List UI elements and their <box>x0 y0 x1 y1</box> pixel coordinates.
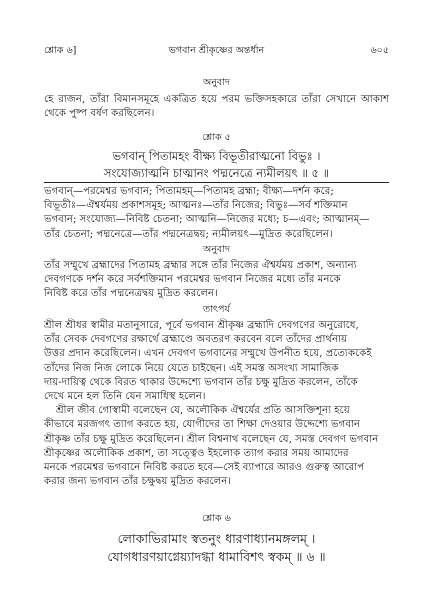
verse-line: লোকাভিরামাং স্বতনুং ধারণাধ্যানমঙ্গলম্ । <box>117 531 316 546</box>
verse-6-section <box>44 512 389 566</box>
text-line: হে রাজন, তাঁরা বিমানসমূহে একত্রিত হয়ে পরম ভক্তিসহকারে তাঁরা সেখানে <box>44 94 357 105</box>
text-line: তাঁদের নিজ নিজ লোকে নিয়ে যেতে চাইছেন। এই সমস্ত অসংখ্য সামাজিক <box>44 362 339 374</box>
purport-section <box>44 303 389 489</box>
synonyms-section <box>44 185 389 242</box>
header-verse-ref: শ্লোক ৬] <box>44 45 77 56</box>
text-line: কীভাবে মরজগৎ ত্যাগ করতে হয়, যোগীদের তা শিক্ষা দেওয়ার উদ্দেশ্যে ভগবান <box>44 419 361 431</box>
translation-section-2 <box>44 243 389 302</box>
page-number: ৬০৫ <box>370 45 389 56</box>
text-line: শ্রীল শ্রীধর স্বামীর মতানুসারে, পূর্বে ভগবান শ্রীকৃষ্ণ ব্রহ্মাদি দেবগণের অনুরোধে, <box>44 320 359 331</box>
text-line: করার জন্য ভগবান তাঁর চক্ষুদ্বয় মুদ্রিত করলেন। <box>44 476 231 488</box>
running-header <box>44 44 389 59</box>
verse-line: যোগধারণয়াগ্নেয়্যাদগ্ধা ধামাবিশৎ স্বকম্ ॥ ৬ ॥ <box>107 549 326 564</box>
verse-heading: শ্লোক ৬ <box>202 513 231 524</box>
verse-5-section <box>44 131 389 182</box>
text-line: শ্রীল জীব গোস্বামী বলেছেন যে, অলৌকিক ঐশ্বর্যের প্রতি আসক্তিশূন্য হয়ে <box>56 405 350 417</box>
synonym-line: তাঁর চেতনা; পদ্মনেত্রে—তাঁর পদ্মনেত্রদ্বয়; ন্যমীলয়ৎ—মুদ্রিত করেছিলেন। <box>44 228 333 240</box>
text-line: শ্রীকৃষ্ণ তাঁর চক্ষু মুদ্রিত করেছিলেন। শ্রীল বিশ্বনাথ বলেছেন যে, সমস্ত দেবগণ ভগবান <box>44 433 379 445</box>
text-line: আকাশ থেকে পুষ্প বর্ষণ করছিলেন। <box>44 94 389 120</box>
text-line: তাঁর সেবক দেবগণের রক্ষার্থে ব্রহ্মাণ্ডে অবতরণ করবেন বলে তাঁদের প্রার্থনায় <box>44 334 348 346</box>
verse-heading: শ্লোক ৫ <box>202 132 231 143</box>
text-line: শ্রীকৃষ্ণের অলৌকিক প্রকাশ, তা সত্ত্বেও ইহলোক ত্যাগ করার সময় আমাদের <box>44 447 349 459</box>
translation-heading: অনুবাদ <box>203 77 230 88</box>
text-line: নিবিষ্ট করে তাঁর পদ্মনেত্রদ্বয় মুদ্রিত করলেন। <box>44 288 218 300</box>
translation-heading: অনুবাদ <box>203 244 230 255</box>
text-line: উত্তর প্রদান করেছিলেন। এখন দেবগণ ভগবানের সম্মুখে উপনীত হয়ে, প্রত্যেককেই <box>44 348 372 360</box>
verse-line: সংযোজ্যাত্মনি চাত্মানং পদ্মনেত্রে ন্যমীলয়ৎ ॥ ৫ ॥ <box>103 166 330 180</box>
purport-heading: তাৎপর্য <box>203 304 230 315</box>
text-line: দায়-দায়িত্ব থেকে বিরত থাকার উদ্দেশ্যে ভগবান তাঁর চক্ষু মুদ্রিত করলেন, তাঁকে <box>44 376 358 388</box>
text-line: মনকে পরমেশ্বর ভগবানে নিবিষ্ট করতে হবে—সেই ব্যাপারে আরও গুরুত্ব আরোপ <box>44 462 365 474</box>
synonym-line: ভগবান্—পরমেশ্বর ভগবান; পিতামহম্—পিতামহ ব্রহ্মা; বীক্ষ্য—দর্শন করে; <box>44 186 334 197</box>
synonym-line: বিভূতীঃ—ঐশ্বর্যময় প্রকাশসমূহ; আত্মনঃ—তাঁর নিজের; বিভুঃ—সর্ব শক্তিমান <box>44 200 348 212</box>
translation-paragraph <box>44 93 389 121</box>
text-line: দেখে মনে হল তিনি যেন সমাধিস্থ হলেন। <box>44 391 206 403</box>
verse-line: ভগবান্ পিতামহং বীক্ষ্য বিভূতীরাত্মনো বিভুঃ । <box>112 149 321 163</box>
synonym-line: ভগবান; সংযোজ্য—নিবিষ্ট চেতনা; আত্মনি—নিজের মধ্যে; চ—এবং; আত্মানম্— <box>44 214 370 226</box>
header-chapter-title: ভগবান শ্রীকৃষ্ণের অন্তর্ধান <box>168 45 265 56</box>
translation-section-1 <box>44 76 389 121</box>
divider <box>44 182 389 183</box>
text-line: তাঁর সম্মুখে ব্রহ্মাদের পিতামহ ব্রহ্মার সঙ্গে তাঁর নিজের ঐশ্বর্যময় প্রকাশ, অন্যান্য <box>44 260 357 271</box>
text-line: দেবগণকে দর্শন করে সর্বশক্তিমান পরমেশ্বর ভগবান নিজের মধ্যে তাঁর মনকে <box>44 274 341 286</box>
